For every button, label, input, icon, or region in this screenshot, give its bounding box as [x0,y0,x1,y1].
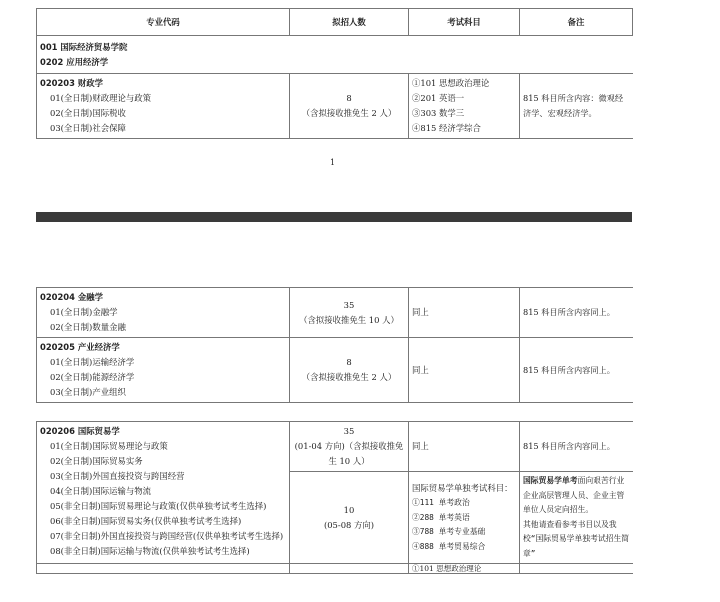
enrollment-note: (01-04 方向)（含拟接收推免生 10 人） [294,441,404,466]
major-title: 020206 国际贸易学 [40,426,120,436]
direction-item: 08(非全日制)国际运输与物流(仅供单独考试考生选择) [50,546,250,556]
enrollment-note: （含拟接收推免生 2 人） [301,372,397,382]
exam-cell-b [409,472,520,564]
bottom-table [36,287,633,403]
exam-group-title: 国际贸易学单独考试科目： [412,483,513,493]
major-020203-cell [37,74,290,139]
major-title: 020204 金融学 [40,292,104,302]
direction-item: 01(全日制)运输经济学 [50,357,135,367]
direction-item: 06(非全日制)国际贸易实务(仅供单独考试考生选择) [50,516,242,526]
exam-item: ②201 英语一 [412,93,465,103]
direction-item: 02(全日制)国际税收 [50,108,126,118]
page-separator [36,212,632,222]
enrollment-cell [290,288,409,338]
direction-item: 03(全日制)社会保障 [50,123,126,133]
enrollment-note: （含拟接收推免生 10 人） [299,314,399,325]
enrollment-cell [290,74,409,139]
exam-cell: 同上 [409,338,520,403]
major-020205-cell [37,338,290,403]
exam-item: ①111 单考政治 [412,498,470,507]
major-title: 020203 财政学 [40,78,104,88]
direction-item: 05(非全日制)国际贸易理论与政策(仅供单独考试考生选择) [50,501,267,511]
page-number: 1 [330,158,336,167]
school-name: 001 国际经济贸易学院 [40,42,128,52]
remark-cell-b [520,472,633,564]
exam-item: ②288 单考英语 [412,512,470,522]
trailing-cell [37,564,290,574]
enrollment-note: (05-08 方向) [323,519,375,530]
header-enrollment: 拟招人数 [290,9,409,36]
major-020204-cell [37,288,290,338]
exam-item: ①101 思想政治理论 [412,78,490,88]
remark-cell: 815 科目所含内容同上。 [520,338,633,403]
exam-item: ③788 单考专业基础 [412,527,486,536]
major-020206-cell [37,422,290,564]
remark-text: 面向艰苦行业企业高层管理人员、企业主管单位人员定向招生。 [523,476,625,514]
school-row [37,36,633,74]
enrollment-count: 35 [343,299,355,310]
exam-cell [409,74,520,139]
enrollment-cell-b [290,472,409,564]
trailing-cell [520,564,633,574]
enrollment-note: （含拟接收推免生 2 人） [301,108,397,118]
enrollment-count: 10 [343,504,355,515]
remark-emphasis: 国际贸易学单考 [523,476,578,485]
enrollment-count: 8 [346,93,352,103]
top-table [36,8,633,139]
remark-cell-a: 815 科目所含内容同上。 [520,422,633,472]
enrollment-count: 35 [343,426,355,436]
exam-cell-a: 同上 [409,422,520,472]
major-title: 020205 产业经济学 [40,342,120,352]
direction-item: 07(非全日制)外国直接投资与跨国经营(仅供单独考试考生选择) [50,531,284,541]
direction-item: 01(全日制)财政理论与政策 [50,93,151,103]
trade-table [36,421,633,574]
remark-cell: 815 科目所含内容同上。 [520,288,633,338]
header-major-code: 专业代码 [37,9,290,36]
enrollment-cell [290,338,409,403]
exam-cell: 同上 [409,288,520,338]
enrollment-count: 8 [346,357,352,367]
direction-item: 04(全日制)国际运输与物流 [50,486,151,496]
header-remarks: 备注 [520,9,633,36]
remark-text-2: 其他请查看参考书目以及我校“国际贸易学单独考试招生简章” [523,519,630,558]
exam-item: ④815 经济学综合 [412,123,481,133]
direction-item: 03(全日制)产业组织 [50,387,126,397]
trailing-exam: ①101 思想政治理论 [409,564,520,574]
trailing-cell [290,564,409,574]
header-exam-subjects: 考试科目 [409,9,520,36]
direction-item: 01(全日制)国际贸易理论与政策 [50,441,168,451]
direction-item: 03(全日制)外国直接投资与跨国经营 [50,471,185,481]
direction-item: 01(全日制)金融学 [50,307,118,317]
direction-item: 02(全日制)国际贸易实务 [50,456,143,466]
exam-item: ④888 单考贸易综合 [412,541,486,551]
enrollment-cell-a [290,422,409,472]
direction-item: 02(全日制)数量金融 [50,322,126,332]
remark-cell: 815 科目所含内容：微观经济学、宏观经济学。 [520,74,633,139]
direction-item: 02(全日制)能源经济学 [50,372,135,382]
discipline-name: 0202 应用经济学 [40,57,109,67]
exam-item: ③303 数学三 [412,108,465,118]
